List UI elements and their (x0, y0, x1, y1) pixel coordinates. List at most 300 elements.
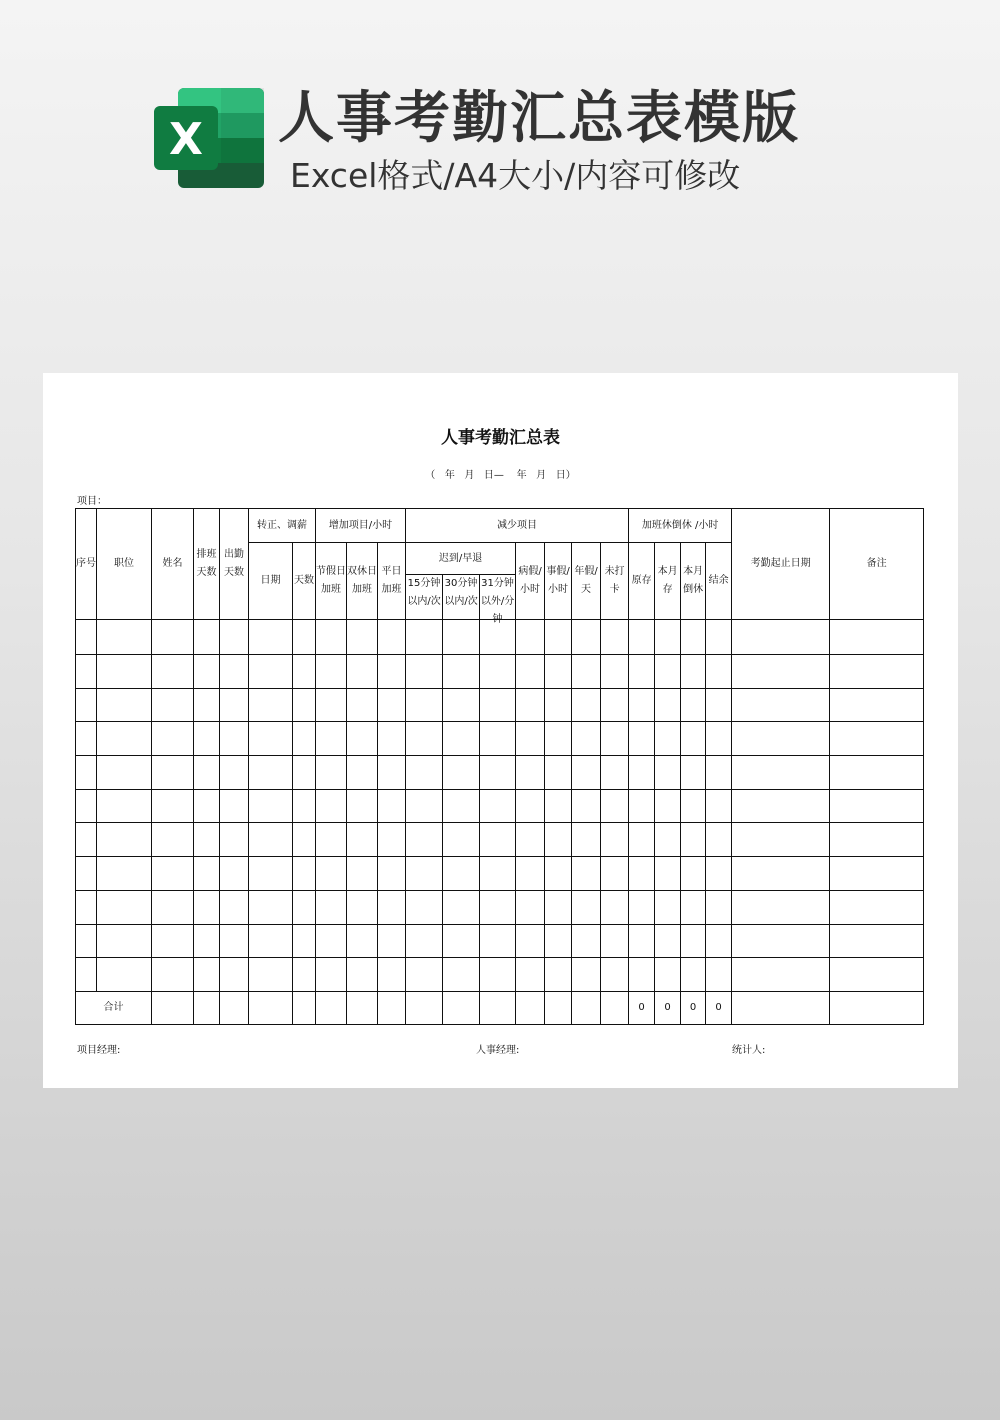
table-cell[interactable] (706, 620, 732, 655)
table-cell[interactable] (316, 655, 347, 689)
table-cell[interactable] (706, 688, 732, 722)
table-cell[interactable] (194, 688, 220, 722)
table-cell[interactable] (406, 620, 443, 655)
table-cell[interactable] (378, 857, 406, 891)
table-cell[interactable] (97, 958, 152, 992)
table-cell[interactable] (601, 655, 629, 689)
table-cell[interactable] (706, 722, 732, 756)
table-cell[interactable] (97, 655, 152, 689)
table-cell[interactable] (443, 722, 480, 756)
excel-logo-icon (154, 88, 264, 188)
table-cell[interactable] (601, 991, 629, 1024)
table-cell[interactable] (480, 722, 516, 756)
table-cell[interactable] (194, 620, 220, 655)
table-cell[interactable] (293, 722, 316, 756)
table-cell[interactable] (545, 655, 572, 689)
table-cell[interactable] (572, 688, 601, 722)
table-cell[interactable] (732, 823, 830, 857)
table-cell[interactable] (516, 756, 545, 790)
table-cell[interactable] (655, 890, 681, 924)
table-cell[interactable] (443, 958, 480, 992)
table-cell[interactable] (220, 620, 249, 655)
table-cell[interactable] (706, 857, 732, 891)
page-title: 人事考勤汇总表模版 (278, 86, 800, 151)
table-cell[interactable] (347, 958, 378, 992)
col-position: 职位 (97, 509, 152, 620)
table-cell[interactable] (629, 722, 655, 756)
table-cell[interactable] (194, 789, 220, 823)
table-cell[interactable] (681, 823, 706, 857)
table-cell[interactable] (629, 890, 655, 924)
table-cell[interactable] (830, 620, 924, 655)
table-cell[interactable] (516, 722, 545, 756)
table-row (76, 857, 924, 891)
table-cell[interactable] (681, 924, 706, 958)
table-cell[interactable] (545, 789, 572, 823)
table-cell[interactable] (249, 890, 293, 924)
table-cell[interactable] (316, 688, 347, 722)
table-cell[interactable] (830, 756, 924, 790)
table-cell[interactable] (572, 924, 601, 958)
table-cell[interactable] (706, 890, 732, 924)
table-cell[interactable] (480, 924, 516, 958)
table-cell[interactable] (545, 722, 572, 756)
table-cell[interactable] (601, 890, 629, 924)
table-cell[interactable] (249, 756, 293, 790)
table-cell[interactable] (443, 789, 480, 823)
table-cell[interactable] (443, 756, 480, 790)
table-cell[interactable] (572, 789, 601, 823)
table-cell[interactable] (316, 857, 347, 891)
table-cell[interactable] (76, 958, 97, 992)
table-cell[interactable] (152, 789, 194, 823)
table-cell[interactable] (76, 688, 97, 722)
table-cell[interactable] (220, 991, 249, 1024)
table-cell[interactable] (443, 823, 480, 857)
table-cell[interactable] (152, 655, 194, 689)
table-cell[interactable] (347, 924, 378, 958)
attendance-sheet (43, 373, 958, 1088)
table-cell[interactable] (293, 924, 316, 958)
table-cell[interactable] (706, 789, 732, 823)
table-cell[interactable] (545, 890, 572, 924)
table-cell[interactable] (76, 823, 97, 857)
table-cell[interactable] (681, 688, 706, 722)
table-cell[interactable] (572, 620, 601, 655)
table-cell[interactable] (732, 924, 830, 958)
table-cell[interactable] (516, 857, 545, 891)
table-cell[interactable] (732, 789, 830, 823)
table-cell[interactable] (316, 722, 347, 756)
table-cell[interactable] (601, 924, 629, 958)
table-cell[interactable] (194, 890, 220, 924)
table-cell[interactable] (545, 620, 572, 655)
col-personal-leave: 事假/小时 (545, 543, 572, 620)
table-cell[interactable] (293, 958, 316, 992)
footer-hr-manager: 人事经理: (476, 1045, 520, 1056)
table-cell[interactable] (706, 823, 732, 857)
table-cell[interactable] (378, 924, 406, 958)
table-cell[interactable] (220, 655, 249, 689)
table-cell[interactable] (629, 924, 655, 958)
table-cell[interactable] (347, 857, 378, 891)
col-weekday-ot: 平日加班 (378, 543, 406, 620)
table-cell[interactable] (572, 857, 601, 891)
table-cell[interactable] (443, 890, 480, 924)
table-cell[interactable] (76, 620, 97, 655)
table-cell[interactable] (249, 620, 293, 655)
col-no-punch: 未打卡 (601, 543, 629, 620)
table-cell[interactable] (706, 924, 732, 958)
table-cell[interactable] (629, 823, 655, 857)
table-cell[interactable] (194, 655, 220, 689)
table-cell[interactable] (732, 958, 830, 992)
table-cell[interactable] (76, 722, 97, 756)
table-cell[interactable] (516, 924, 545, 958)
table-cell[interactable] (443, 991, 480, 1024)
table-cell[interactable] (443, 688, 480, 722)
table-cell[interactable] (830, 789, 924, 823)
table-cell[interactable] (249, 789, 293, 823)
table-cell[interactable] (480, 890, 516, 924)
table-cell[interactable] (76, 655, 97, 689)
table-cell[interactable] (655, 857, 681, 891)
table-cell[interactable] (152, 991, 194, 1024)
table-cell[interactable] (293, 688, 316, 722)
table-cell[interactable] (516, 620, 545, 655)
table-cell[interactable] (443, 924, 480, 958)
group-add: 增加项目/小时 (316, 509, 406, 543)
table-cell[interactable] (406, 890, 443, 924)
table-cell[interactable] (378, 756, 406, 790)
table-cell[interactable] (629, 688, 655, 722)
table-cell[interactable] (293, 756, 316, 790)
table-cell[interactable] (220, 958, 249, 992)
table-cell[interactable] (601, 857, 629, 891)
table-cell[interactable] (152, 890, 194, 924)
table-cell[interactable] (480, 789, 516, 823)
table-cell[interactable] (706, 958, 732, 992)
table-cell[interactable] (406, 688, 443, 722)
table-cell[interactable] (681, 890, 706, 924)
table-cell[interactable] (316, 789, 347, 823)
table-cell[interactable] (316, 620, 347, 655)
table-cell[interactable] (293, 857, 316, 891)
table-cell[interactable] (655, 924, 681, 958)
table-cell[interactable] (601, 756, 629, 790)
table-cell[interactable] (572, 991, 601, 1024)
table-cell[interactable] (681, 756, 706, 790)
table-cell[interactable] (655, 756, 681, 790)
table-cell[interactable] (347, 688, 378, 722)
table-cell[interactable] (545, 823, 572, 857)
table-cell[interactable] (732, 756, 830, 790)
table-cell[interactable] (545, 958, 572, 992)
table-cell[interactable] (378, 688, 406, 722)
table-cell[interactable] (293, 890, 316, 924)
table-cell[interactable] (601, 823, 629, 857)
col-within-30 (443, 575, 480, 620)
table-cell[interactable] (97, 789, 152, 823)
table-cell[interactable] (76, 789, 97, 823)
table-cell[interactable] (545, 688, 572, 722)
table-cell[interactable] (572, 756, 601, 790)
table-cell[interactable] (480, 655, 516, 689)
table-cell[interactable] (480, 991, 516, 1024)
total-balance[interactable]: 0 (706, 991, 732, 1024)
col-name: 姓名 (152, 509, 194, 620)
table-cell[interactable] (194, 857, 220, 891)
table-cell[interactable] (220, 823, 249, 857)
table-cell[interactable] (629, 857, 655, 891)
col-annual-leave: 年假/天 (572, 543, 601, 620)
group-regular-salary: 转正、调薪 (249, 509, 316, 543)
table-cell[interactable] (220, 890, 249, 924)
table-cell[interactable] (316, 958, 347, 992)
table-cell[interactable] (316, 756, 347, 790)
table-cell[interactable] (732, 722, 830, 756)
table-cell[interactable] (249, 722, 293, 756)
table-cell[interactable] (629, 655, 655, 689)
table-cell[interactable] (732, 857, 830, 891)
table-cell[interactable] (443, 620, 480, 655)
total-this-month-saved[interactable]: 0 (655, 991, 681, 1024)
table-cell[interactable] (220, 789, 249, 823)
table-cell[interactable] (347, 756, 378, 790)
table-cell[interactable] (572, 823, 601, 857)
table-cell[interactable] (347, 655, 378, 689)
table-cell[interactable] (97, 722, 152, 756)
table-cell[interactable] (152, 756, 194, 790)
table-cell[interactable] (76, 756, 97, 790)
group-late-early: 迟到/早退 (406, 543, 516, 575)
table-cell[interactable] (572, 890, 601, 924)
table-cell[interactable] (706, 756, 732, 790)
table-cell[interactable] (516, 655, 545, 689)
table-cell[interactable] (830, 924, 924, 958)
table-cell[interactable] (443, 857, 480, 891)
table-cell[interactable] (655, 688, 681, 722)
table-cell[interactable] (97, 823, 152, 857)
table-cell[interactable] (378, 991, 406, 1024)
table-cell[interactable] (347, 823, 378, 857)
table-cell[interactable] (76, 890, 97, 924)
table-cell[interactable] (480, 823, 516, 857)
table-cell[interactable] (681, 722, 706, 756)
table-cell[interactable] (655, 620, 681, 655)
table-cell[interactable] (194, 991, 220, 1024)
table-cell[interactable] (249, 991, 293, 1024)
table-cell[interactable] (706, 655, 732, 689)
table-cell[interactable] (830, 890, 924, 924)
table-cell[interactable] (681, 620, 706, 655)
table-cell[interactable] (152, 620, 194, 655)
table-cell[interactable] (406, 756, 443, 790)
table-cell[interactable] (249, 857, 293, 891)
table-row (76, 756, 924, 790)
table-cell[interactable] (480, 857, 516, 891)
table-row (76, 655, 924, 689)
table-cell[interactable] (97, 756, 152, 790)
table-cell[interactable] (97, 857, 152, 891)
table-cell[interactable] (378, 890, 406, 924)
col-balance: 结余 (706, 543, 732, 620)
table-cell[interactable] (406, 857, 443, 891)
table-cell[interactable] (655, 958, 681, 992)
table-cell[interactable] (516, 991, 545, 1024)
table-cell[interactable] (249, 823, 293, 857)
table-cell[interactable] (378, 958, 406, 992)
table-cell[interactable] (378, 722, 406, 756)
table-cell[interactable] (220, 722, 249, 756)
table-cell[interactable] (629, 620, 655, 655)
table-cell[interactable] (378, 823, 406, 857)
table-cell[interactable] (347, 789, 378, 823)
group-reduce: 减少项目 (406, 509, 629, 543)
table-cell[interactable] (249, 924, 293, 958)
table-cell[interactable] (249, 958, 293, 992)
table-cell[interactable] (293, 823, 316, 857)
col-original: 原存 (629, 543, 655, 620)
table-cell[interactable] (378, 655, 406, 689)
table-cell[interactable] (516, 789, 545, 823)
table-cell[interactable] (655, 655, 681, 689)
table-cell[interactable] (406, 958, 443, 992)
table-cell[interactable] (220, 924, 249, 958)
table-cell[interactable] (655, 722, 681, 756)
table-cell[interactable] (601, 789, 629, 823)
table-cell[interactable] (76, 924, 97, 958)
table-cell[interactable] (732, 620, 830, 655)
table-cell[interactable] (681, 958, 706, 992)
col-weekend-ot: 双休日加班 (347, 543, 378, 620)
table-cell[interactable] (629, 756, 655, 790)
table-cell[interactable] (152, 857, 194, 891)
table-cell[interactable] (194, 823, 220, 857)
table-cell[interactable] (194, 722, 220, 756)
table-cell[interactable] (830, 857, 924, 891)
table-cell[interactable] (152, 958, 194, 992)
attendance-table (75, 508, 924, 1025)
table-cell[interactable] (516, 823, 545, 857)
col-holiday-ot: 节假日加班 (316, 543, 347, 620)
table-cell[interactable] (220, 756, 249, 790)
table-cell[interactable] (316, 924, 347, 958)
table-cell[interactable] (601, 688, 629, 722)
table-cell[interactable] (732, 688, 830, 722)
table-cell[interactable] (76, 857, 97, 891)
table-cell[interactable] (681, 789, 706, 823)
table-cell[interactable] (347, 890, 378, 924)
table-row (76, 789, 924, 823)
table-cell[interactable] (293, 991, 316, 1024)
table-cell[interactable] (830, 688, 924, 722)
table-cell[interactable] (316, 823, 347, 857)
table-cell[interactable] (516, 890, 545, 924)
table-cell[interactable] (443, 655, 480, 689)
table-cell[interactable] (545, 991, 572, 1024)
table-cell[interactable] (732, 991, 830, 1024)
col-date: 日期 (249, 543, 293, 620)
table-cell[interactable] (480, 756, 516, 790)
table-cell[interactable] (316, 890, 347, 924)
table-cell[interactable] (347, 620, 378, 655)
table-cell[interactable] (378, 789, 406, 823)
table-cell[interactable] (629, 789, 655, 823)
table-cell[interactable] (152, 823, 194, 857)
total-original[interactable]: 0 (629, 991, 655, 1024)
table-cell[interactable] (681, 857, 706, 891)
table-cell[interactable] (406, 722, 443, 756)
table-cell[interactable] (293, 789, 316, 823)
table-cell[interactable] (194, 958, 220, 992)
table-cell[interactable] (830, 655, 924, 689)
table-cell[interactable] (601, 620, 629, 655)
table-cell[interactable] (406, 991, 443, 1024)
table-cell[interactable] (572, 655, 601, 689)
table-cell[interactable] (629, 958, 655, 992)
table-cell[interactable] (316, 991, 347, 1024)
table-cell[interactable] (347, 722, 378, 756)
table-cell[interactable] (516, 958, 545, 992)
table-cell[interactable] (97, 890, 152, 924)
table-cell[interactable] (194, 756, 220, 790)
table-cell[interactable] (97, 620, 152, 655)
table-cell[interactable] (378, 620, 406, 655)
table-cell[interactable] (516, 688, 545, 722)
table-cell[interactable] (601, 958, 629, 992)
table-cell[interactable] (545, 756, 572, 790)
table-cell[interactable] (152, 722, 194, 756)
table-cell[interactable] (406, 924, 443, 958)
table-cell[interactable] (406, 823, 443, 857)
table-cell[interactable] (655, 823, 681, 857)
table-cell[interactable] (347, 991, 378, 1024)
table-cell[interactable] (732, 655, 830, 689)
table-cell[interactable] (572, 958, 601, 992)
table-cell[interactable] (249, 688, 293, 722)
table-cell[interactable] (293, 655, 316, 689)
table-cell[interactable] (732, 890, 830, 924)
table-row (76, 958, 924, 992)
table-cell[interactable] (220, 688, 249, 722)
table-cell[interactable] (220, 857, 249, 891)
total-this-month-off[interactable]: 0 (681, 991, 706, 1024)
table-cell[interactable] (572, 722, 601, 756)
table-cell[interactable] (681, 655, 706, 689)
table-cell[interactable] (194, 924, 220, 958)
table-cell[interactable] (830, 722, 924, 756)
project-label: 项目： (77, 496, 107, 507)
table-cell[interactable] (830, 991, 924, 1024)
table-cell[interactable] (655, 789, 681, 823)
table-cell[interactable] (152, 688, 194, 722)
table-cell[interactable] (293, 620, 316, 655)
table-cell[interactable] (545, 924, 572, 958)
table-cell[interactable] (480, 688, 516, 722)
table-cell[interactable] (406, 655, 443, 689)
table-cell[interactable] (830, 823, 924, 857)
table-cell[interactable] (830, 958, 924, 992)
table-cell[interactable] (249, 655, 293, 689)
table-cell[interactable] (601, 722, 629, 756)
table-cell[interactable] (480, 958, 516, 992)
table-cell[interactable] (152, 924, 194, 958)
table-cell[interactable] (406, 789, 443, 823)
table-cell[interactable] (97, 924, 152, 958)
table-cell[interactable] (545, 857, 572, 891)
table-cell[interactable] (97, 688, 152, 722)
